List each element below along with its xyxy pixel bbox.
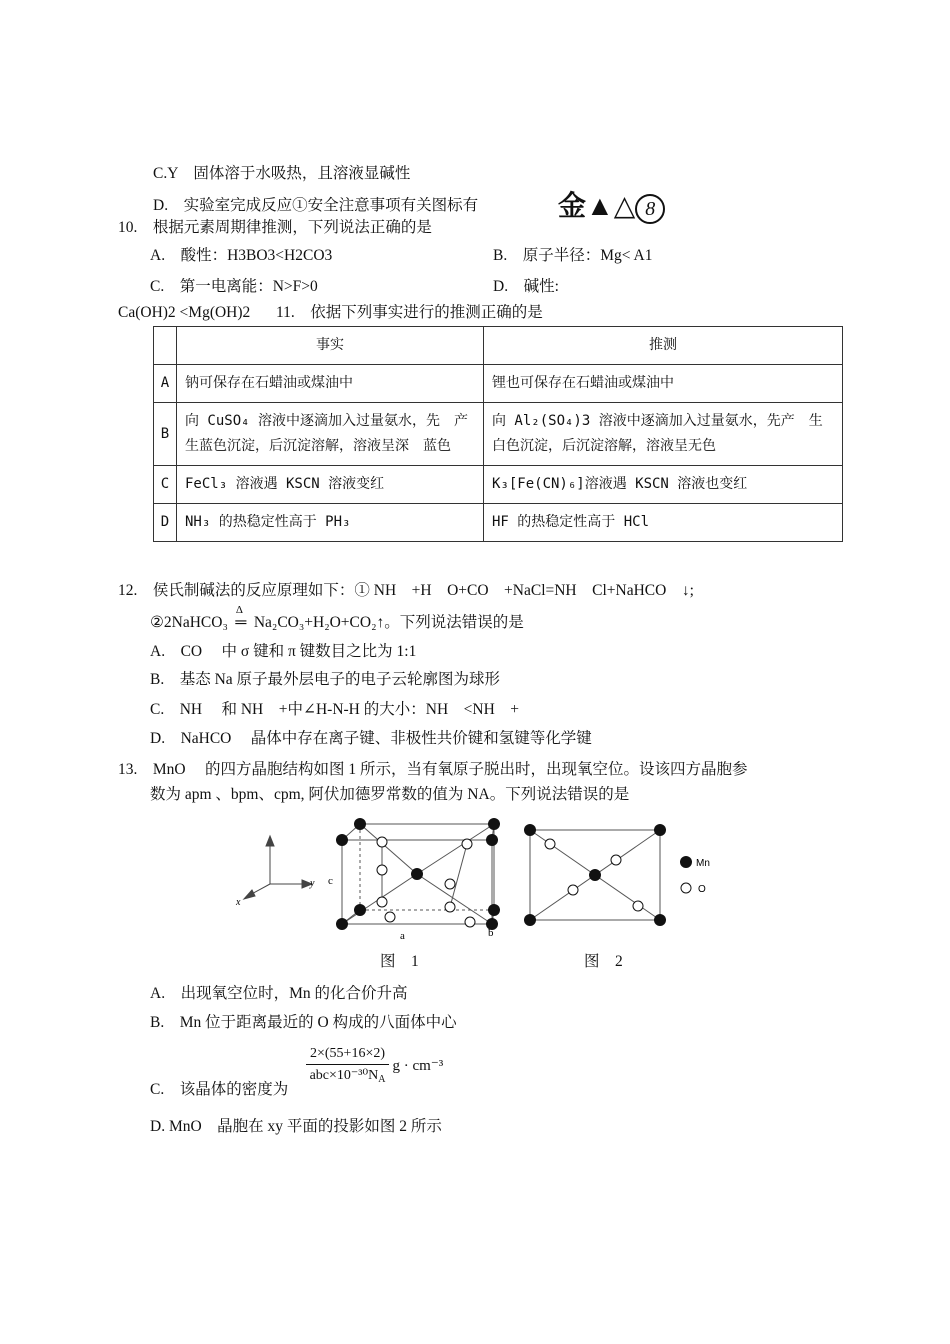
warning-triangle-icon: ▲ (586, 191, 614, 222)
legend-o-label: O (698, 884, 706, 895)
table-row (154, 504, 843, 542)
circled-eight-icon: 8 (635, 194, 665, 224)
edge-label-b: b (488, 927, 494, 939)
row-guess: 锂也可保存在石蜡油或煤油中 (484, 365, 843, 403)
density-formula (306, 1046, 443, 1085)
table-row (154, 365, 843, 403)
q12-option-c: C. NH 和 NH +中∠H-N-H 的大小：NH <NH + (150, 701, 520, 718)
hazard-icons (558, 184, 665, 224)
q10-option-a: A. 酸性：H3BO3<H2CO3 (150, 247, 333, 264)
q12-stem: 12. 侯氏制碱法的反应原理如下：① NH +H O+CO +NaCl=NH Cl+NaHCO ↓; (118, 582, 694, 599)
eq2-tail: 。下列说法错误的是 (384, 614, 524, 631)
row-key: D (154, 504, 177, 542)
row-fact: 向 CuSO₄ 溶液中逐滴加入过量氨水，先 产生蓝色沉淀，后沉淀溶解，溶液呈深 蓝色 (177, 403, 484, 466)
table-header-fact: 事实 (177, 327, 484, 365)
axes-icon (244, 836, 312, 899)
q11-stem: 11. 依据下列事实进行的推测正确的是 (276, 304, 543, 321)
legend-mn-label: Mn (696, 858, 710, 869)
figure-1-caption: 图 1 (380, 953, 419, 970)
axis-y-label: y (310, 878, 315, 889)
table-row (154, 466, 843, 504)
metal-icon: 金 (558, 191, 587, 222)
q13-option-b: B. Mn 位于距离最近的 O 构成的八面体中心 (150, 1014, 457, 1031)
q13-option-d: D. MnO 晶胞在 xy 平面的投影如图 2 所示 (150, 1118, 442, 1135)
formula-numerator: 2×(55+16×2) (306, 1046, 389, 1065)
edge-label-a: a (400, 930, 405, 940)
figure-2-projection (518, 820, 718, 932)
figure-1-crystal-cell (232, 812, 522, 940)
table-header-row (154, 327, 843, 365)
q13-option-c: C. 该晶体的密度为 (150, 1081, 289, 1098)
row-guess: 向 Al₂(SO₄)3 溶液中逐滴加入过量氨水，先产 生白色沉淀，后沉淀溶解，溶液呈无色 (484, 403, 843, 466)
q13-stem-line2: 数为 apm 、bpm、cpm, 阿伏加德罗常数的值为 NA。下列说法错误的是 (150, 786, 630, 803)
delta-symbol: Δ (235, 604, 243, 616)
formula-unit: g · cm⁻³ (392, 1058, 444, 1074)
row-key: C (154, 466, 177, 504)
axis-x-label: x (236, 897, 241, 908)
q10-stem: 10. 根据元素周期律推测，下列说法正确的是 (118, 219, 432, 236)
q12-option-d: D. NaHCO 晶体中存在离子键、非极性共价键和氢键等化学键 (150, 730, 592, 747)
row-fact: NH₃ 的热稳定性高于 PH₃ (177, 504, 484, 542)
q13-option-a: A. 出现氧空位时，Mn 的化合价升高 (150, 985, 408, 1002)
legend-mn-marker (680, 856, 692, 868)
eq2-products: Na₂CO₃+H₂O+CO₂↑ (253, 614, 385, 631)
legend-o-marker (681, 883, 691, 893)
q12-option-b: B. 基态 Na 原子最外层电子的电子云轮廓图为球形 (150, 671, 501, 688)
outline-triangle-icon: △ (613, 191, 636, 222)
table-header-guess: 推测 (484, 327, 843, 365)
eq2-arrow: Δ ═ (228, 613, 254, 633)
q10-option-b: B. 原子半径：Mg< A1 (493, 247, 653, 264)
row-guess: K₃[Fe(CN)₆]溶液遇 KSCN 溶液也变红 (484, 466, 843, 504)
q9-option-d: D. 实验室完成反应①安全注意事项有关图标有 (153, 197, 479, 214)
table-row (154, 403, 843, 466)
q10-option-c: C. 第一电离能：N>F>0 (150, 278, 318, 295)
row-key: A (154, 365, 177, 403)
edge-label-c: c (328, 875, 333, 887)
q10-option-d: D. 碱性: (493, 278, 559, 295)
row-fact: FeCl₃ 溶液遇 KSCN 溶液变红 (177, 466, 484, 504)
row-guess: HF 的热稳定性高于 HCl (484, 504, 843, 542)
q10-option-d-cont: Ca(OH)2 <Mg(OH)2 (118, 304, 251, 321)
row-fact: 钠可保存在石蜡油或煤油中 (177, 365, 484, 403)
facts-table (153, 326, 843, 542)
q12-equation-2 (150, 604, 524, 633)
row-key: B (154, 403, 177, 466)
q13-stem-line1: 13. MnO 的四方晶胞结构如图 1 所示，当有氧原子脱出时，出现氧空位。设该四方晶胞参 (118, 761, 748, 778)
eq2-reactant: ②2NaHCO₃ (150, 614, 228, 631)
formula-denominator: $abc\times 10^{-30}N_A$ (309, 1068, 386, 1085)
figure-2-caption: 图 2 (584, 953, 623, 970)
q12-option-a: A. CO 中 σ 键和 π 键数目之比为 1:1 (150, 643, 417, 660)
q9-option-c: C.Y 固体溶于水吸热，且溶液显碱性 (153, 165, 411, 182)
